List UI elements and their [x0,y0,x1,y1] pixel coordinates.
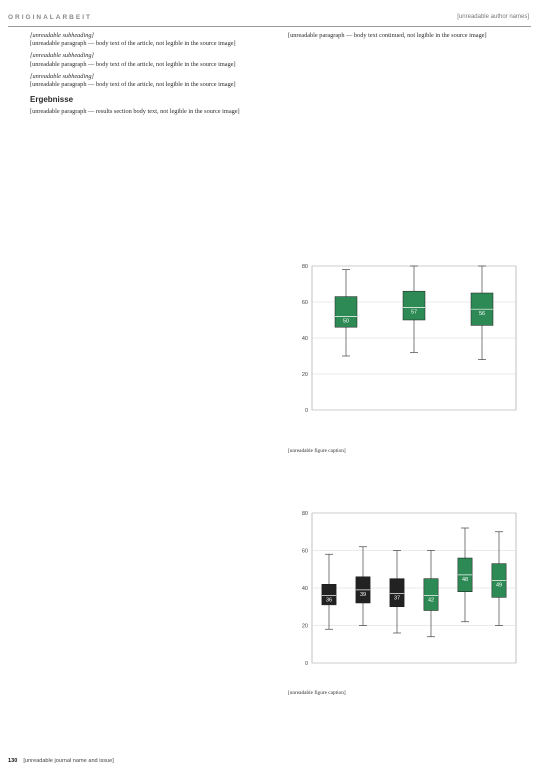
right-column [288,32,524,44]
y-tick-label: 0 [304,661,308,667]
box [424,579,438,611]
median-label: 48 [461,576,469,583]
y-tick-label: 80 [301,264,308,270]
paragraph-3: [unreadable paragraph — body text of the article, not legible in the source image] [30,81,236,89]
journal-name: [unreadable journal name and issue] [23,758,114,764]
y-tick-label: 40 [301,336,308,342]
author-header: [unreadable author names] [457,14,529,20]
median-label: 37 [393,595,401,602]
paragraph-5: [unreadable paragraph — body text continued, not legible in the source image] [288,32,487,39]
y-tick-label: 80 [301,511,308,517]
median-label: 42 [427,597,435,604]
paragraph-1: [unreadable paragraph — body text of the article, not legible in the source image] [30,40,236,48]
y-tick-label: 0 [304,408,308,414]
y-tick-label: 20 [301,372,308,378]
y-tick-label: 60 [301,548,308,555]
subheading-1: [unreadable subheading] [30,32,94,39]
paragraph-4: [unreadable paragraph — results section body text, not legible in the source image] [30,108,240,116]
paragraph-2: [unreadable paragraph — body text of the article, not legible in the source image] [30,60,236,68]
y-tick-label: 40 [301,586,308,592]
box [403,291,425,320]
y-tick-label: 60 [301,300,308,306]
figure-1-caption: [unreadable figure caption] [288,448,346,454]
subheading-2: [unreadable subheading] [30,52,94,60]
median-label: 39 [359,591,367,598]
section-label: ORIGINALARBEIT [8,14,92,21]
y-tick-label: 20 [301,623,308,630]
results-heading: Ergebnisse [30,95,74,105]
page-number: 130 [8,758,18,764]
header-rule [8,26,531,27]
left-column [30,32,260,120]
boxplot-figure-2 [288,505,524,685]
figure-2-caption: [unreadable figure caption] [288,690,346,696]
median-label: 49 [495,582,503,589]
median-label: 56 [478,311,486,318]
subheading-3: [unreadable subheading] [30,72,94,80]
boxplot-figure-1 [288,258,524,426]
median-label: 36 [325,597,333,604]
page-footer [8,758,114,764]
median-label: 50 [342,318,350,325]
box [390,579,404,607]
median-label: 57 [410,309,418,316]
